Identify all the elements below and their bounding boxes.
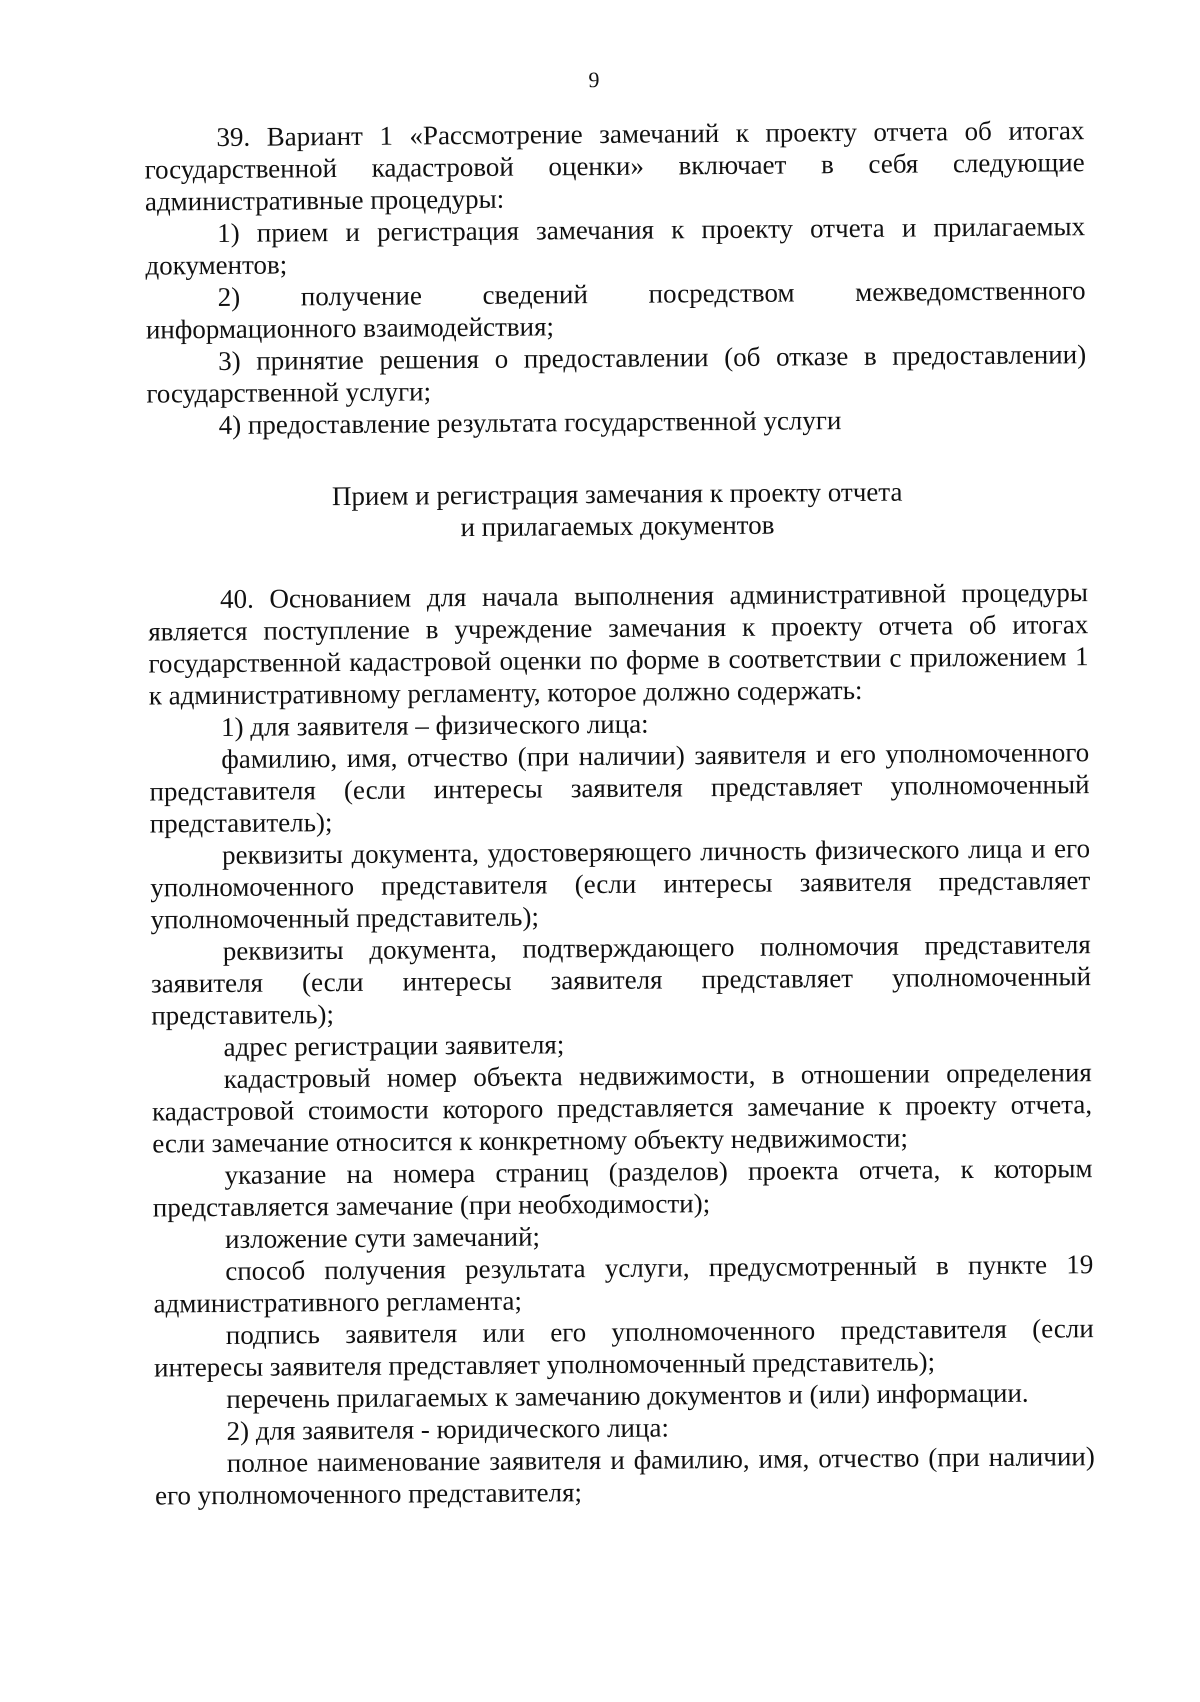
subsection-legal-entity: 2) для заявителя - юридического лица: xyxy=(226,1412,669,1446)
list-item-1: 1) прием и регистрация замечания к проекту отчета и прилагаемых документов; xyxy=(145,211,1086,281)
paragraph-40: 40. Основанием для начала выполнения административной процедуры является поступление в учреждение замечания к проекту отчета об итогах государственной кадастровой оценки по форме в соответствии с приложением 1 к административному регламенту, которое должно содержать: xyxy=(148,577,1089,711)
document-body xyxy=(144,114,1095,1511)
requirement-result-method: способ получения результата услуги, предусмотренный в пункте 19 административного регламента; xyxy=(153,1249,1094,1319)
requirement-address: адрес регистрации заявителя; xyxy=(223,1029,565,1062)
section-heading xyxy=(147,474,1087,545)
requirement-id-document: реквизиты документа, удостоверяющего личность физического лица и его уполномоченного представителя (если интересы заявителя представляет уполномоченный представитель); xyxy=(150,833,1091,935)
list-item-4: 4) предоставление результата государственной услуги xyxy=(218,405,842,440)
requirement-authority-document: реквизиты документа, подтверждающего полномочия представителя заявителя (если интересы заявителя представляет уполномоченный представитель); xyxy=(150,929,1092,1031)
section-heading-line-2: и прилагаемых документов xyxy=(460,509,775,543)
paragraph-39: 39. Вариант 1 «Рассмотрение замечаний к проекту отчета об итогах государственной кадастровой оценки» включает в себя следующие административные процедуры: xyxy=(144,115,1085,217)
requirement-attachments: перечень прилагаемых к замечанию документов и (или) информации. xyxy=(226,1377,1029,1414)
requirement-page-numbers: указание на номера страниц (разделов) проекта отчета, к которым представляется замечание (при необходимости); xyxy=(152,1153,1093,1223)
requirement-legal-name: полное наименование заявителя и фамилию, имя, отчество (при наличии) его уполномоченного представителя; xyxy=(154,1441,1095,1511)
requirement-name: фамилию, имя, отчество (при наличии) заявителя и его уполномоченного представителя (если интересы заявителя представляет уполномоченный представитель); xyxy=(149,737,1090,839)
section-heading-line-1: Прием и регистрация замечания к проекту отчета xyxy=(331,476,903,512)
subsection-individual: 1) для заявителя – физического лица: xyxy=(220,708,649,742)
requirement-signature: подпись заявителя или его уполномоченного представителя (если интересы заявителя представляет уполномоченный представитель); xyxy=(153,1313,1094,1383)
list-item-3: 3) принятие решения о предоставлении (об отказе в предоставлении) государственной услуги; xyxy=(146,339,1087,409)
requirement-remarks: изложение сути замечаний; xyxy=(224,1221,541,1254)
list-item-2: 2) получение сведений посредством межведомственного информационного взаимодействия; xyxy=(145,275,1086,345)
page-number: 9 xyxy=(588,66,600,93)
requirement-cadastral-number: кадастровый номер объекта недвижимости, в отношении определения кадастровой стоимости которого представляется замечание к проекту отчета, если замечание относится к конкретному объекту недвижимости; xyxy=(151,1057,1093,1159)
